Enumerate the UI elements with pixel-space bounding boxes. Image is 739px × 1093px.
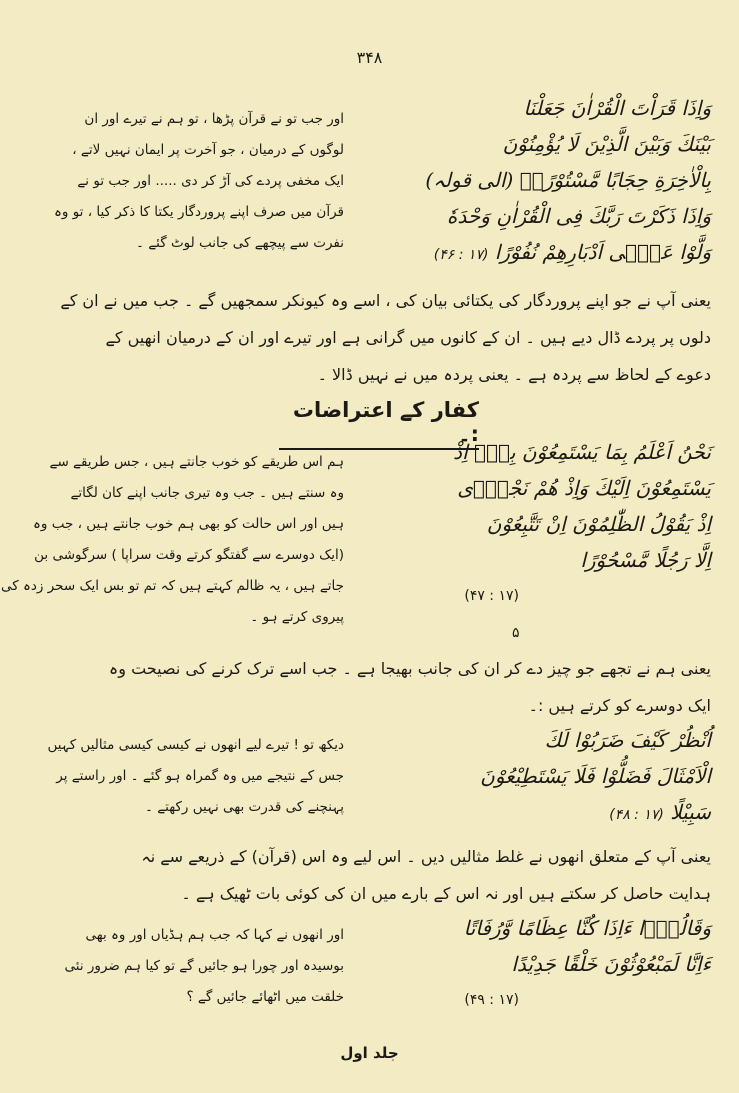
translation-line: بوسیدہ اور چورا ہو جائیں گے تو کیا ہم ضرور نئی bbox=[64, 958, 344, 974]
translation-line: پیروی کرتے ہو ۔ bbox=[250, 609, 344, 625]
arabic-line: الْاَمْثَالَ فَضَلُّوْا فَلَا يَسْتَطِيْعُوْنَ bbox=[480, 764, 711, 788]
arabic-line: وَلَّوْا عَلٰۤى اَدْبَارِهِمْ نُفُوْرًا (۱۷ : ۴۶) bbox=[433, 240, 711, 264]
arabic-line: وَاِذَا قَرَاْتَ الْقُرْاٰنَ جَعَلْنَا bbox=[523, 96, 711, 120]
translation-line: قرآن میں صرف اپنے پروردگار یکتا کا ذکر کیا ، تو وہ bbox=[53, 204, 344, 220]
quran-verse-block-1 bbox=[341, 90, 711, 273]
translation-line: اور انھوں نے کہا کہ جب ہم ہڈیاں اور وہ بھی bbox=[85, 927, 344, 943]
arabic-line: وَقَالُوْۤا ءَاِذَا كُنَّا عِظَامًا وَّرُفَاتًا bbox=[463, 916, 711, 940]
translation-line: وہ سنتے ہیں ۔ جب وہ تیری جانب اپنے کان لگاتے bbox=[70, 485, 344, 501]
translation-line: دیکھ تو ! تیرے لیے انھوں نے کیسی کیسی مثالیں کہیں bbox=[47, 737, 344, 753]
commentary-block-3 bbox=[31, 838, 711, 912]
translation-line: (ایک دوسرے سے گفتگو کرتے وقت سراپا ) سرگوشی بن bbox=[34, 547, 344, 563]
translation-line: لوگوں کے درمیان ، جو آخرت پر ایمان نہیں لاتے ، bbox=[72, 142, 344, 158]
section-heading: کفار کے اعتراضات :۔ bbox=[279, 398, 479, 450]
verse-reference: (۱۷ : ۴۶) bbox=[433, 247, 489, 263]
commentary-line: دعوے کے لحاظ سے پردہ ہے ۔ یعنی پردہ میں نے نہیں ڈالا ۔ bbox=[317, 365, 711, 384]
translation-block-4 bbox=[44, 920, 344, 1013]
commentary-block-2 bbox=[31, 650, 711, 724]
arabic-line: اُنْظُرْ كَيْفَ ضَرَبُوْا لَكَ bbox=[544, 728, 711, 752]
quran-verse-block-4 bbox=[341, 910, 711, 982]
quran-verse-block-3 bbox=[341, 722, 711, 833]
commentary-line: یعنی آپ نے جو اپنے پروردگار کی یکتائی بیان کی ، اسے وہ کیونکر سمجھیں گے ۔ جب میں نے ان کے bbox=[60, 291, 711, 310]
commentary-line: دلوں پر پردے ڈال دیے ہیں ۔ ان کے کانوں میں گرانی ہے اور تیرے اور ان کے درمیان انھیں کے bbox=[105, 328, 711, 347]
translation-line: ایک مخفی پردے کی آڑ کر دی ..... اور جب تو نے bbox=[77, 173, 344, 189]
translation-line: ہم اس طریقے کو خوب جانتے ہیں ، جس طریقے سے bbox=[49, 454, 344, 470]
arabic-line: نَحْنُ اَعْلَمُ بِمَا يَسْتَمِعُوْنَ بِهٖۤ اِذْ bbox=[453, 440, 711, 464]
translation-block-3 bbox=[44, 730, 344, 823]
arabic-line: ءَاِنَّا لَمَبْعُوْثُوْنَ خَلْقًا جَدِيْدًا bbox=[511, 952, 711, 976]
arabic-line: يَسْتَمِعُوْنَ اِلَيْكَ وَاِذْ هُمْ نَجْوٰۤى bbox=[457, 476, 711, 500]
arabic-line: بِالْاٰخِرَةِ حِجَابًا مَّسْتُوْرًاۙ (الی قولہ) bbox=[425, 168, 711, 192]
translation-block-1 bbox=[44, 104, 344, 259]
page-number: ۳۴۸ bbox=[356, 48, 383, 67]
verse-reference: (۱۷ : ۴۸) bbox=[609, 807, 664, 823]
commentary-line: ایک دوسرے کو کرتے ہیں :۔ bbox=[528, 696, 711, 715]
commentary-line: ہدایت حاصل کر سکتے ہیں اور نہ اس کے بارے میں ان کی کوئی بات ٹھیک ہے ۔ bbox=[181, 884, 711, 903]
verse-reference: (۱۷ : ۴۹) bbox=[464, 992, 519, 1008]
quran-verse-block-2 bbox=[341, 434, 711, 578]
translation-line: پہنچنے کی قدرت بھی نہیں رکھتے ۔ bbox=[145, 799, 344, 815]
commentary-line: یعنی آپ کے متعلق انھوں نے غلط مثالیں دیں ۔ اس لیے وہ اس (قرآن) کے ذریعے سے نہ bbox=[141, 847, 711, 866]
arabic-line: سَبِيْلًا (۱۷ : ۴۸) bbox=[609, 800, 711, 824]
translation-line: ہیں اور اس حالت کو بھی ہم خوب جانتے ہیں ، جب وہ bbox=[32, 516, 344, 532]
translation-line: اور جب تو نے قرآن پڑھا ، تو ہم نے تیرے اور ان bbox=[84, 111, 344, 127]
volume-footer: جلد اول bbox=[340, 1044, 399, 1062]
translation-line: نفرت سے پیچھے کی جانب لوٹ گئے ۔ bbox=[136, 235, 344, 251]
commentary-block-1 bbox=[31, 282, 711, 393]
arabic-line: اِذْ يَقُوْلُ الظّٰلِمُوْنَ اِنْ تَتَّبِعُوْنَ bbox=[486, 512, 711, 536]
translation-line: جاتے ہیں ، یہ ظالم کہتے ہیں کہ تم تو بس ایک سحر زدہ کی bbox=[1, 578, 344, 594]
arabic-line: وَاِذَا ذَكَرْتَ رَبَّكَ فِى الْقُرْاٰنِ وَحْدَهٗ bbox=[446, 204, 711, 228]
commentary-line: یعنی ہم نے تجھے جو چیز دے کر ان کی جانب بھیجا ہے ۔ جب اسے ترک کرنے کی نصیحت وہ bbox=[108, 659, 711, 678]
arabic-line: بَيْنَكَ وَبَيْنَ الَّذِيْنَ لَا يُؤْمِنُوْنَ bbox=[502, 132, 711, 156]
translation-line: جس کے نتیجے میں وہ گمراہ ہو گئے ۔ اور راستے پر bbox=[56, 768, 344, 784]
translation-block-2 bbox=[1, 447, 344, 633]
section-divider: ۵ bbox=[512, 625, 520, 641]
arabic-line: اِلَّا رَجُلًا مَّسْحُوْرًا bbox=[580, 548, 711, 572]
translation-line: خلقت میں اٹھائے جائیں گے ؟ bbox=[186, 989, 344, 1005]
verse-reference: (۱۷ : ۴۷) bbox=[464, 588, 519, 604]
